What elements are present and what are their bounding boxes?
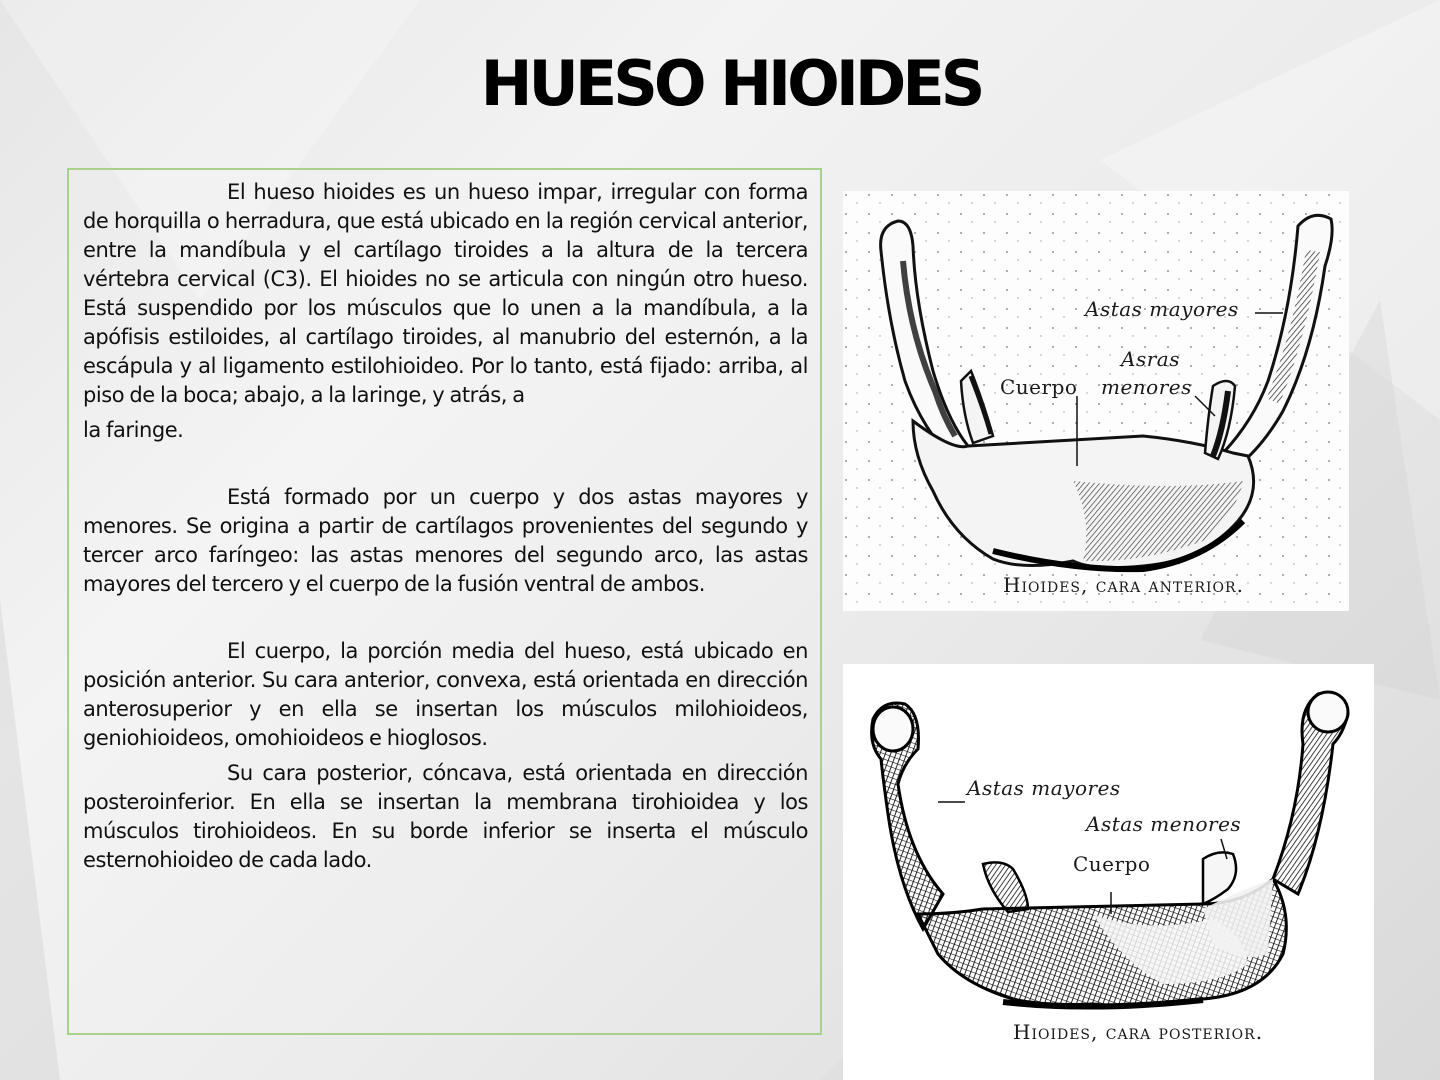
paragraph-definition: El hueso hioides es un hueso impar, irregular con forma de horquilla o herradura, que está ubicado en la región cervical anterior, entre la mandíbula y el cartílago tiroides a la altura de la tercera vértebra cervical (C3). El hioides no se articula con ningún otro hueso. Está suspendido por los músculos que lo unen a la mandíbula, a la apófisis estiloides, al cartílago tiroides, al manubrio del esternón, a la escápula y al ligamento estilohioideo. Por lo tanto, está fijado: arriba, al piso de la boca; abajo, a la laringe, y atrás, a bbox=[83, 180, 808, 407]
label-cuerpo: Cuerpo bbox=[1000, 375, 1078, 399]
label-astas-menores-line2: menores bbox=[1101, 375, 1192, 399]
figure-hyoid-posterior bbox=[843, 664, 1374, 1080]
paragraph-composition: Está formado por un cuerpo y dos astas mayores y menores. Se origina a partir de cartílagos provenientes del segundo y tercer arco faríngeo: las astas menores del segundo arco, las astas mayores del tercero y el cuerpo de la fusión ventral de ambos. bbox=[83, 485, 808, 596]
label-astas-menores-line1: Asras bbox=[1121, 347, 1180, 371]
hyoid-anterior-illustration bbox=[843, 191, 1349, 611]
figure-hyoid-anterior bbox=[843, 191, 1349, 611]
slide-title: HUESO HIOIDES bbox=[480, 47, 982, 120]
label-astas-menores: Astas menores bbox=[1086, 812, 1242, 836]
paragraph-anterior-face: El cuerpo, la porción media del hueso, está ubicado en posición anterior. Su cara anterior, convexa, está orientada en dirección anterosuperior y en ella se insertan los músculos milohioideos, geniohioideos, omohioideos e hioglosos. bbox=[83, 639, 808, 750]
text-box bbox=[67, 168, 822, 1035]
paragraph-definition-tail: la faringe. bbox=[83, 418, 184, 442]
caption-posterior: Hioides, cara posterior. bbox=[1013, 1020, 1264, 1044]
label-astas-mayores: Astas mayores bbox=[1085, 297, 1239, 321]
label-cuerpo: Cuerpo bbox=[1073, 852, 1151, 876]
caption-anterior: Hioides, cara anterior. bbox=[1003, 573, 1244, 597]
label-astas-mayores: Astas mayores bbox=[967, 776, 1121, 800]
paragraph-posterior-face: Su cara posterior, cóncava, está orientada en dirección posteroinferior. En ella se insertan la membrana tirohioidea y los músculos tirohioideos. En su borde inferior se inserta el músculo esternohioideo de cada lado. bbox=[83, 761, 808, 872]
